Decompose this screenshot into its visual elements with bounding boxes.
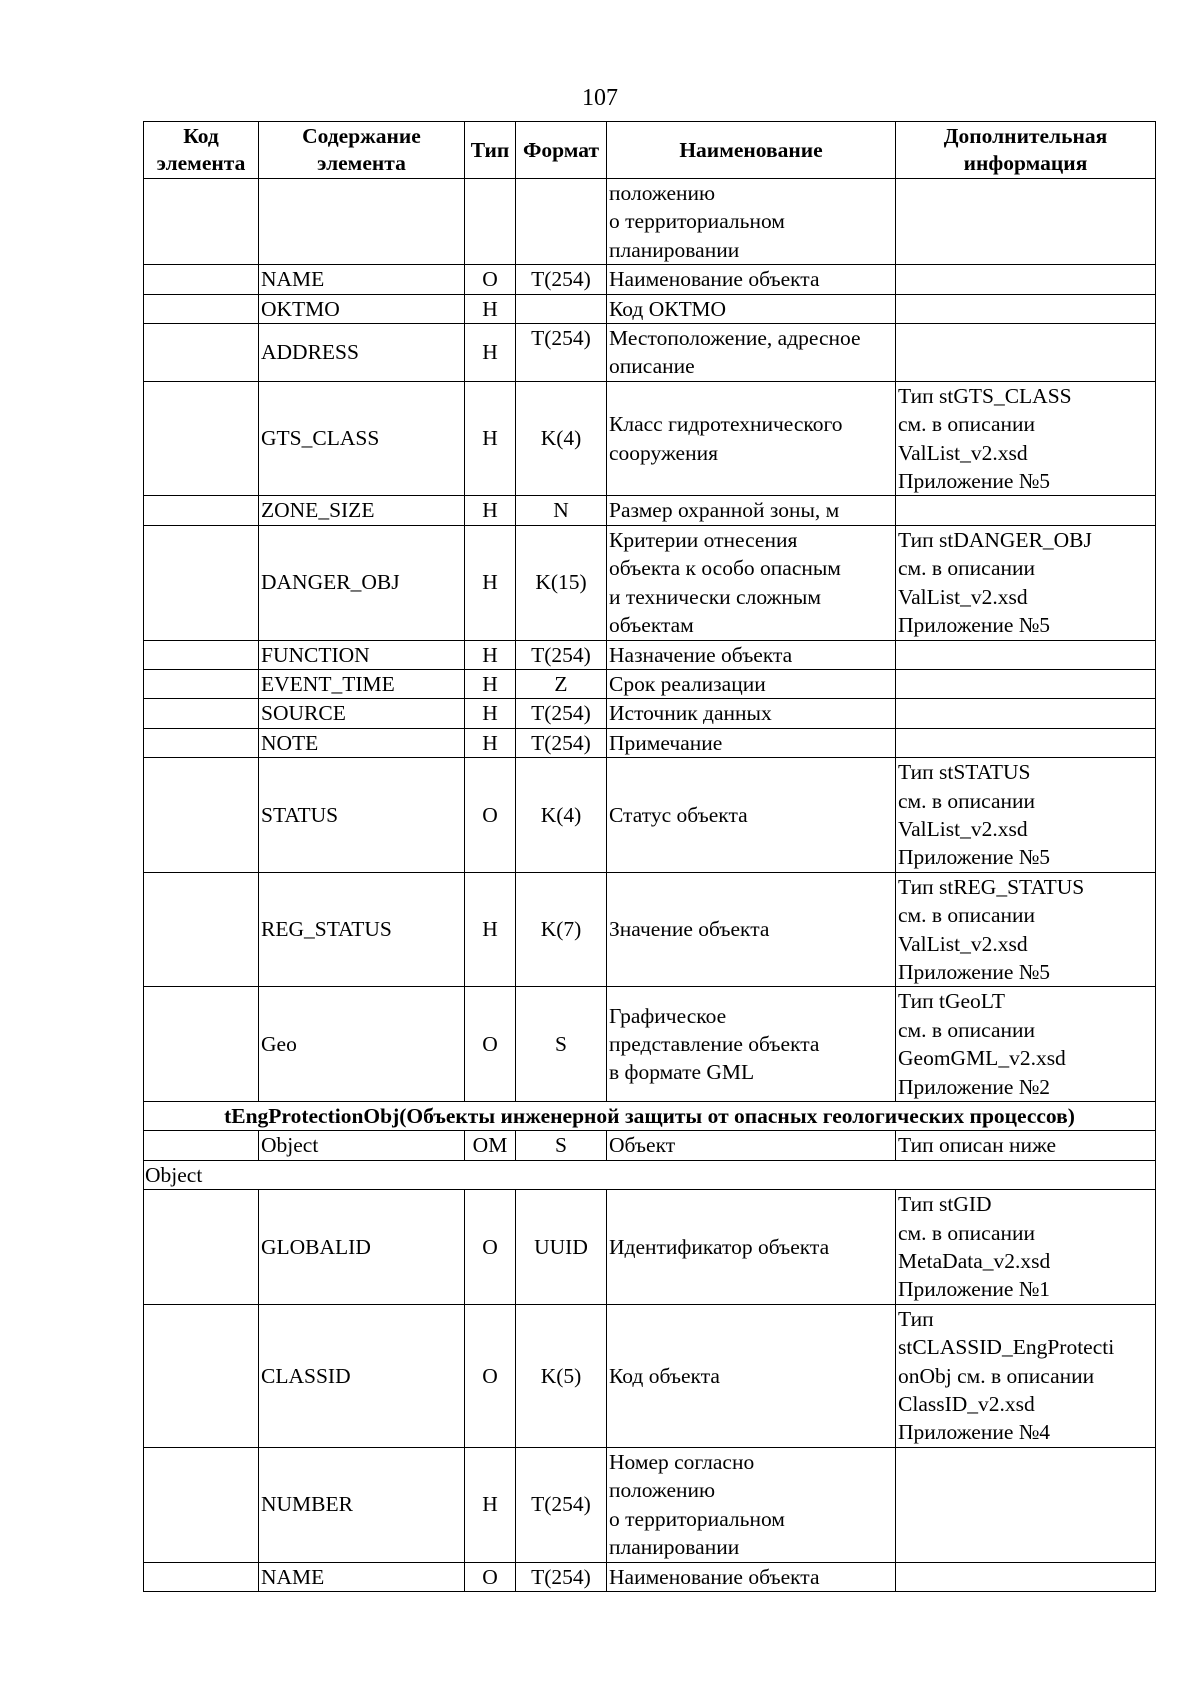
info-line: см. в описании [898,1220,1036,1245]
table-row [144,1304,1156,1447]
format-cell: T(254) [516,640,607,669]
title-cell [607,496,896,525]
type-cell: H [465,728,516,757]
title-line: в формате GML [609,1060,755,1085]
info-line: см. в описании [898,903,1036,928]
title-cell [607,699,896,728]
element-name-cell [259,179,465,265]
table-row [144,1190,1156,1305]
title-cell [607,728,896,757]
title-line: Наименование объекта [609,1564,820,1589]
title-line: планировании [609,1535,740,1560]
info-line: Приложение №5 [898,613,1051,638]
type-cell: H [465,699,516,728]
info-line: Тип stREG_STATUS [898,874,1085,899]
element-name-cell: NAME [259,1562,465,1591]
format-cell: Z [516,669,607,698]
info-cell [896,381,1156,496]
type-cell: H [465,669,516,698]
info-cell [896,987,1156,1102]
title-cell [607,1447,896,1562]
format-cell: UUID [516,1190,607,1305]
format-cell [516,179,607,265]
type-cell: OM [465,1131,516,1160]
code-cell [144,1447,259,1562]
title-line: объектам [609,613,694,638]
info-line: см. в описании [898,788,1036,813]
info-line: Тип stDANGER_OBJ [898,527,1092,552]
info-line: ValList_v2.xsd [898,440,1028,465]
info-cell [896,1190,1156,1305]
element-name-cell: NUMBER [259,1447,465,1562]
info-line: Тип stGID [898,1192,992,1217]
code-cell [144,1304,259,1447]
info-line: ValList_v2.xsd [898,816,1028,841]
table-body-group-rows [144,1190,1156,1592]
type-cell: O [465,987,516,1102]
title-line: Графическое [609,1003,727,1028]
info-line: ClassID_v2.xsd [898,1392,1035,1417]
title-line: Наименование объекта [609,267,820,292]
title-line: Код ОКТМО [609,296,727,321]
header-title: Наименование [607,122,896,179]
info-cell [896,728,1156,757]
table-row [144,1131,1156,1160]
table-row [144,669,1156,698]
code-cell [144,1131,259,1160]
code-cell [144,381,259,496]
info-cell [896,294,1156,323]
format-cell: K(4) [516,381,607,496]
info-cell [896,1131,1156,1160]
info-cell [896,525,1156,640]
code-cell [144,324,259,382]
title-line: Номер согласно [609,1449,755,1474]
format-cell: T(254) [516,699,607,728]
element-name-cell: DANGER_OBJ [259,525,465,640]
info-line: см. в описании [898,412,1036,437]
table-row [144,179,1156,265]
title-cell [607,987,896,1102]
header-type: Тип [465,122,516,179]
table-body-group [144,1160,1156,1189]
type-cell: H [465,381,516,496]
element-name-cell: GTS_CLASS [259,381,465,496]
title-line: положению [609,181,716,205]
header-content: Содержание элемента [259,122,465,179]
info-line: см. в описании [898,1017,1036,1042]
info-cell [896,699,1156,728]
page-number: 107 [582,85,618,111]
title-line: Идентификатор объекта [609,1234,830,1259]
format-cell: K(7) [516,872,607,987]
type-cell [465,179,516,265]
element-name-cell: ZONE_SIZE [259,496,465,525]
info-line: Приложение №4 [898,1420,1051,1445]
element-name-cell: EVENT_TIME [259,669,465,698]
table-row [144,640,1156,669]
title-line: объекта к особо опасным [609,556,841,581]
type-cell: H [465,324,516,382]
element-name-cell: GLOBALID [259,1190,465,1305]
title-line: описание [609,354,695,379]
title-line: о территориальном [609,209,785,234]
title-cell [607,294,896,323]
title-cell [607,265,896,294]
format-cell: K(4) [516,758,607,873]
table-row [144,728,1156,757]
title-line: Объект [609,1133,676,1158]
title-line: Срок реализации [609,671,766,696]
type-cell: O [465,758,516,873]
table-row [144,324,1156,382]
info-line: Тип stGTS_CLASS [898,383,1072,408]
table-row [144,525,1156,640]
table-row [144,1562,1156,1591]
table-body-section-rows [144,1131,1156,1160]
element-name-cell: ADDRESS [259,324,465,382]
element-name-cell: Object [259,1131,465,1160]
table-row [144,294,1156,323]
group-title: Object [144,1160,1156,1189]
element-name-cell: STATUS [259,758,465,873]
format-cell: T(254) [516,324,607,382]
table-row [144,987,1156,1102]
title-line: Местоположение, адресное [609,326,861,351]
table-row [144,699,1156,728]
title-cell [607,1304,896,1447]
table-body-section [144,1102,1156,1131]
info-line: Приложение №5 [898,469,1051,494]
info-cell [896,758,1156,873]
title-cell [607,381,896,496]
element-name-cell: SOURCE [259,699,465,728]
element-name-cell: Geo [259,987,465,1102]
info-line: onObj см. в описании [898,1363,1095,1388]
title-cell [607,669,896,698]
table-row [144,265,1156,294]
info-line: ValList_v2.xsd [898,584,1028,609]
format-cell: T(254) [516,1562,607,1591]
element-spec-table [143,121,1156,1592]
title-line: Размер охранной зоны, м [609,498,840,523]
title-line: представление объекта [609,1031,820,1056]
title-cell [607,640,896,669]
code-cell [144,987,259,1102]
info-line: stCLASSID_EngProtecti [898,1335,1115,1360]
element-name-cell: CLASSID [259,1304,465,1447]
info-line: Приложение №2 [898,1074,1051,1099]
title-cell [607,179,896,265]
format-cell: S [516,1131,607,1160]
title-cell [607,758,896,873]
format-cell: T(254) [516,728,607,757]
title-cell [607,1190,896,1305]
info-cell [896,1304,1156,1447]
format-cell [516,294,607,323]
info-line: Тип stSTATUS [898,760,1031,785]
type-cell: H [465,872,516,987]
info-line: GeomGML_v2.xsd [898,1046,1066,1071]
title-line: Статус объекта [609,802,748,827]
info-line: Приложение №1 [898,1277,1051,1302]
type-cell: O [465,1562,516,1591]
info-line: ValList_v2.xsd [898,931,1028,956]
table-row [144,758,1156,873]
code-cell [144,294,259,323]
title-line: Критерии отнесения [609,527,798,552]
title-cell [607,872,896,987]
code-cell [144,728,259,757]
code-cell [144,496,259,525]
type-cell: H [465,496,516,525]
section-title: tEngProtectionObj(Объекты инженерной защиты от опасных геологических процессов) [144,1102,1156,1131]
table-row [144,872,1156,987]
header-code: Код элемента [144,122,259,179]
title-line: сооружения [609,440,718,465]
title-cell [607,1131,896,1160]
format-cell: T(254) [516,1447,607,1562]
code-cell [144,265,259,294]
element-name-cell: OKTMO [259,294,465,323]
info-cell [896,265,1156,294]
title-cell [607,525,896,640]
title-line: Класс гидротехнического [609,412,843,437]
table-header-row [144,122,1156,179]
type-cell: H [465,640,516,669]
info-cell [896,1562,1156,1591]
title-line: Примечание [609,730,723,755]
type-cell: H [465,1447,516,1562]
info-cell [896,496,1156,525]
info-cell [896,1447,1156,1562]
info-cell [896,669,1156,698]
info-line: Тип tGeoLT [898,989,1006,1014]
code-cell [144,758,259,873]
header-info: Дополнительная информация [896,122,1156,179]
info-cell [896,640,1156,669]
info-cell [896,872,1156,987]
title-line: Назначение объекта [609,642,793,667]
type-cell: O [465,265,516,294]
format-cell: K(15) [516,525,607,640]
title-line: Значение объекта [609,917,770,942]
title-cell [607,1562,896,1591]
table-body-main [144,179,1156,1102]
title-line: положению [609,1478,716,1503]
format-cell: T(254) [516,265,607,294]
title-line: Код объекта [609,1363,720,1388]
code-cell [144,669,259,698]
type-cell: O [465,1304,516,1447]
info-line: Тип [898,1306,934,1331]
group-row [144,1160,1156,1189]
info-line: MetaData_v2.xsd [898,1249,1051,1274]
code-cell [144,1562,259,1591]
title-line: Источник данных [609,701,772,726]
code-cell [144,525,259,640]
format-cell: K(5) [516,1304,607,1447]
code-cell [144,699,259,728]
info-line: Приложение №5 [898,959,1051,984]
code-cell [144,872,259,987]
section-row [144,1102,1156,1131]
title-line: о территориальном [609,1506,785,1531]
code-cell [144,1190,259,1305]
code-cell [144,640,259,669]
element-name-cell: FUNCTION [259,640,465,669]
table-row [144,1447,1156,1562]
code-cell [144,179,259,265]
title-line: и технически сложным [609,584,821,609]
table-row [144,381,1156,496]
title-cell [607,324,896,382]
table-row [144,496,1156,525]
title-line: планировании [609,237,740,262]
type-cell: O [465,1190,516,1305]
format-cell: S [516,987,607,1102]
element-name-cell: REG_STATUS [259,872,465,987]
format-cell: N [516,496,607,525]
type-cell: H [465,294,516,323]
type-cell: H [465,525,516,640]
info-line: Тип описан ниже [898,1133,1057,1158]
info-cell [896,324,1156,382]
info-line: см. в описании [898,556,1036,581]
header-format: Формат [516,122,607,179]
element-name-cell: NAME [259,265,465,294]
info-cell [896,179,1156,265]
info-line: Приложение №5 [898,845,1051,870]
element-name-cell: NOTE [259,728,465,757]
